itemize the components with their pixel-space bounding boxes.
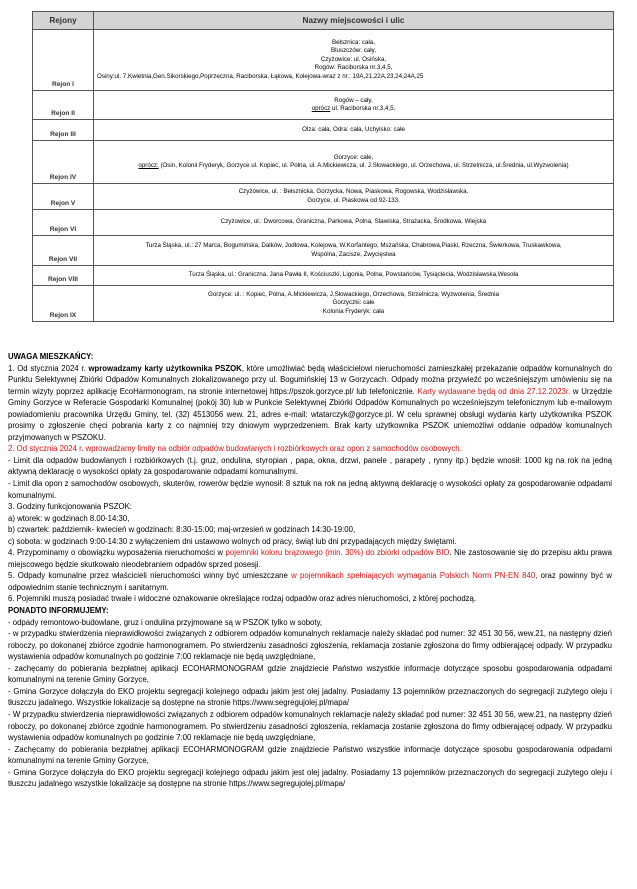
notice-item-1 [8, 363, 612, 444]
notice-text [8, 351, 612, 790]
info-item: - Gmina Gorzyce dołączyła do EKO projektu segregacji kolejnego odpadu jakim jest olej jadalny. Posiadamy 13 pojemników przeznaczonych do segregacji zużytego oleju i tłuszczu jadalnego wszystkie lokalizacje są dostępne na stronie https://www.segregujolej.pl/mapa/ [8, 767, 612, 789]
text-red: w pojemnikach spełniających wymagania Polskich Norm PN-EN 840 [291, 571, 536, 581]
region-content [94, 286, 614, 322]
region-content [94, 184, 614, 210]
text-span: 1. Od stycznia 2024 r. [8, 363, 89, 373]
text-span: w Urzędzie Gminy Gorzyce w Referacie Gospodarki Komunalnej (pokój 30) lub w Punkcie Selektywnej Zbiórki Odpadów Komunalnych po wcześniejszym telefonicznym lub e-mailowym powiadomieniu pracownika Urzędu Gminy, tel. (32) 4513056 wew. 21, adres e-mail: wtatarczyk@gorzyce.pl. W celu sprawnej obsługi wydania karty użytkownika PSZOK prosimy o zgłoszenie chęci pobrania karty z co najmniej trzy dniowym wyprzedzeniem. Brak karty użytkownika PSZOK uniemożliwi oddanie odpadów komunalnych przyjmowanych w PSZOKU. [8, 386, 612, 442]
notice-item-2: 2. Od stycznia 2024 r. wprowadzamy limity na odbiór odpadów budowlanych i rozbiórkowych oraz opon z samochodów osobowych. [8, 444, 462, 454]
table-row [33, 184, 614, 210]
region-line [97, 162, 610, 170]
region-line: Bluszczów: cały, [331, 47, 376, 55]
text-span: 4. Przypominamy o obowiązku wyposażenia nieruchomości w [8, 548, 226, 558]
region-line: Czyżowice, ul.: Dworcowa, Graniczna, Parkowa, Polna, Stawiska, Strażacka, Środkowa, Wiejska [220, 218, 487, 226]
text-span: 5. Odpady komunalne przez właścicieli nieruchomości winny być umieszczane [8, 571, 292, 581]
region-label: Rejon V [33, 184, 94, 210]
table-row [33, 266, 614, 286]
region-label: Rejon I [33, 30, 94, 91]
region-label: Rejon IV [33, 141, 94, 184]
region-content [94, 120, 614, 141]
notice-item-4 [8, 547, 612, 570]
region-line: Gorzyce: ul. : Kopiec, Polna, A.Mickiewicza, J.Słowackiego, Orzechowa, Strzelnicza, Wyzwolenia, Średnia [208, 290, 499, 298]
region-line: Kolonia Fryderyk: cała [322, 307, 385, 315]
region-label: Rejon VI [33, 210, 94, 236]
table-row [33, 91, 614, 120]
region-line: Turza Śląska, ul.: 27 Marca, Bogumińska, Dalków, Jodłowa, Kolejowa, W.Korfantego, Mszańska, Chabrowa,Piaski, Rzeczna, Świerkowa, Truskawkowa, [145, 242, 562, 250]
text-span: . Nie zastosowanie się do przepisu aktu prawa miejscowego będzie skutkowało nieodebraniem odpadów sprzed posesji. [8, 548, 612, 569]
region-line [97, 105, 610, 113]
info-item: - Zachęcamy do pobierania bezpłatnej aplikacji ECOHARMONOGRAM gdzie znajdziecie Państwo wszystkie informacje dotyczące sposobu gospodarowania odpadami komunalnymi na terenie Gminy Gorzyce, [8, 744, 612, 766]
info-item: - W przypadku stwierdzenia nieprawidłowości związanych z odbiorem odpadów komunalnych reklamacje należy składać pod numer: 32 451 30 56, wew.21, na następny dzień roboczy, po dokonanej zbiórce zgodnie harmonogramem. Po stwierdzeniu zasadności zgłoszenia, reklamacja zostanie zgłoszona do firmy odbierającej odpady. W przypadku wystawienia odpadów komunalnych po godzinie 7:00 reklamacje nie będą uwzględniane, [8, 709, 612, 743]
region-line: Osiny:ul. 7.Kwietnia,Gen.Sikorskiego,Poprzeczna, Raciborska, Łąkowa, Kolejowa-wraz z nr.: 19A,21,22A,23,24,24A,25 [97, 72, 424, 80]
text-span: , które umożliwiać będą właścicielowi nieruchomości zamieszkałej przekazanie odpadów komunalnych do Punktu Selektywnej Zbiórki Odpadów Komunalnych zlokalizowanego przy ul. Bogumińskiej 13 w Gorzycach. Odpady można przywieźć po wcześniejszym umówieniu się na termin wizyty poprzez aplikację EcoHarmonogram, na stronie internetowej https://pszok.gorzyce.pl/ lub telefonicznie. [8, 363, 612, 396]
except-word: oprócz: [138, 162, 159, 169]
region-line: Turza Śląska, ul.: Graniczna, Jana Pawła II, Kościuszki, Ligonia, Polna, Powstańców, Tysiąclecia, Wodzisławska,Wesoła [188, 271, 519, 279]
info-item: - odpady remontowo-budowlane, gruz i ondulina przyjmowane są w PSZOK tylko w soboty, [8, 617, 323, 627]
info-item: - Gmina Gorzyce dołączyła do EKO projektu segregacji kolejnego odpadu jakim jest olej jadalny. Posiadamy 13 pojemników przeznaczonych do segregacji zużytego oleju i tłuszczu jadalnego. Wszystkie lokalizacje są dostępne na stronie https://www.segregujolej.pl/mapa/ [8, 686, 612, 708]
region-content [94, 236, 614, 266]
region-line: Gorzyce: całe, [333, 153, 374, 161]
text-bold: wprowadzamy karty użytkownika PSZOK [88, 363, 242, 373]
region-content [94, 91, 614, 120]
region-content [94, 141, 614, 184]
region-label: Rejon II [33, 91, 94, 120]
region-line: Gorzyczki: całe [332, 299, 375, 307]
region-label: Rejon IX [33, 286, 94, 322]
notice-item-5 [8, 570, 612, 593]
region-line: Rogów – cały, [334, 96, 373, 104]
region-line-rest: (Osin, Kolonii Fryderyk, Gorzyce ul. Kopiec, ul. Polna, ul. A.Mickiewicza, ul. J.Słowackiego, ul. Orzechowa, ul. Strzelnicza, ul.Średnia, ul.Wyzwolenia) [158, 162, 569, 169]
region-label: Rejon VIII [33, 266, 94, 286]
table-row [33, 120, 614, 141]
table-row [33, 210, 614, 236]
region-content [94, 266, 614, 286]
region-content [94, 210, 614, 236]
header-names: Nazwy miejscowości i ulic [94, 12, 614, 30]
regions-table [32, 11, 614, 322]
except-word: oprócz [311, 105, 331, 112]
region-line: Wspólna, Zaciszе, Zwycięstwa [311, 250, 396, 258]
region-line: Bełsznica: cała, [332, 39, 375, 47]
table-header-row [33, 12, 614, 30]
region-line-rest: ul. Raciborska nr.3,4,5, [330, 105, 396, 112]
notice-title: UWAGA MIESZKAŃCY: [8, 352, 94, 361]
notice-item-6: 6. Pojemniki muszą posiadać trwałe i widoczne oznakowanie określające rodzaj odpadów oraz adres nieruchomości, z której pochodzą. [8, 594, 477, 604]
notice-item-2a: - Limit dla odpadów budowlanych i rozbiórkowych (t.j. gruz, ondulina, styropian , papa, okna, drzwi, panele , parapety , rynny itp.) będzie wnosił: 1000 kg na rok na jedną aktywną deklarację o wysokości opłaty za gospodarowanie odpadami komunalnymi. [8, 455, 612, 477]
region-label: Rejon III [33, 120, 94, 141]
notice-item-3b: b) czwartek: październik- kwiecień w godzinach: 8:30-15:00; maj-wrzesień w godzinach 14:30-19:00, [8, 525, 356, 535]
table-row [33, 286, 614, 322]
text-span: , oraz powinny być w odpowiednim stanie technicznym i sanitarnym. [8, 571, 613, 592]
text-red: pojemniki koloru brązowego (min. 30%) do zbiórki odpadów BIO [225, 548, 450, 558]
table-row [33, 30, 614, 91]
info-item: - w przypadku stwierdzenia nieprawidłowości związanych z odbiorem odpadów komunalnych reklamacje należy składać pod numer: 32 451 30 56, wew.21, na następny dzień roboczy, po dokonanej zbiórce zgodnie harmonogramem. Po stwierdzeniu zasadności zgłoszenia, reklamacja zostanie zgłoszona do firmy odbierającej odpady. W przypadku wystawienia odpadów komunalnych po godzinie 7:00 reklamacje nie będą uwzględniane, [8, 629, 612, 662]
notice-item-3: 3. Godziny funkcjonowania PSZOK: [8, 502, 132, 512]
notice-item-3a: a) wtorek: w godzinach 8.00-14:30, [8, 513, 130, 523]
table-row [33, 236, 614, 266]
region-label: Rejon VII [33, 236, 94, 266]
table-row [33, 141, 614, 184]
header-regions: Rejony [33, 12, 94, 30]
region-line: Rogów: Raciborska nr.3,4,5, [314, 64, 393, 72]
region-line: Czyżowice, ul. : Bełsznicka, Gorzycka, Nowa, Piaskowa, Rogowska, Wodzisławska, [238, 188, 469, 196]
text-red: Karty wydawane będą od dnia 27.12.2023r. [417, 386, 571, 396]
region-line: Gorzyce, ul. Piaskowa od 92-133, [307, 196, 400, 204]
region-line: Olza: cała, Odra: cała, Uchylsko: całe [302, 125, 405, 133]
notice-item-2b: - Limit dla opon z samochodów osobowych, skuterów, rowerów będzie wynosił: 8 sztuk na rok na jedną aktywną deklarację o wysokości opłaty za gospodarowanie odpadami komunalnymi. [8, 479, 612, 500]
notice-item-3c: c) sobota: w godzinach 9:00-14:30 z wyłączeniem dni ustawowo wolnych od pracy, świąt lub dni przypadających między świętami. [8, 536, 457, 546]
info-title: PONADTO INFORMUJEMY: [8, 606, 109, 616]
region-line: Czyżowice: ul. Osińska, [320, 55, 387, 63]
region-content [94, 30, 614, 91]
info-item: - zachęcamy do pobierania bezpłatnej aplikacji ECOHARMONOGRAM gdzie znajdziecie Państwo wszystkie informacje dotyczące sposobu gospodarowania odpadami komunalnymi na terenie Gminy Gorzyce, [8, 663, 612, 685]
